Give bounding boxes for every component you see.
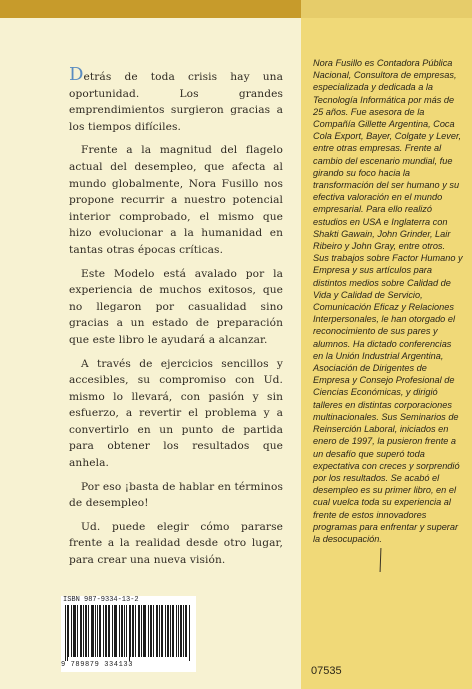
- barcode-bar: [112, 605, 113, 657]
- barcode-bar: [185, 605, 186, 657]
- barcode-bar: [116, 605, 117, 657]
- barcode-bar: [144, 605, 145, 657]
- barcode-bar: [172, 605, 173, 657]
- synopsis-paragraph: Por eso ¡basta de hablar en términos de desempleo!: [69, 480, 283, 510]
- barcode-bar: [91, 605, 92, 657]
- barcode-bar: [141, 605, 142, 657]
- barcode-bar: [106, 605, 107, 657]
- barcode-bar: [80, 605, 81, 657]
- top-color-band-right: [301, 0, 472, 18]
- barcode-bar: [130, 605, 131, 657]
- barcode-bar: [77, 605, 78, 657]
- barcode-bar: [153, 605, 154, 657]
- author-bio: [313, 57, 463, 545]
- barcode-bar: [85, 605, 86, 657]
- barcode-bar: [151, 605, 152, 657]
- barcode-bar: [189, 605, 190, 661]
- barcode-bar: [108, 605, 109, 657]
- barcode-bar: [81, 605, 82, 657]
- barcode-bar: [138, 605, 139, 657]
- barcode-bar: [186, 605, 187, 657]
- barcode-bar: [139, 605, 140, 657]
- barcode-bar: [156, 605, 157, 657]
- barcode-bar: [167, 605, 168, 657]
- synopsis-paragraph: A través de ejercicios sencillos y accesibles, su compromiso con Ud. mismo lo llevará, con pasión y sin esfuerzo, a revertir el problema y a convertirlo en un punto de partida para obtener los resultados que anhela.: [69, 357, 283, 470]
- barcode-bar: [100, 605, 101, 657]
- barcode-bar: [109, 605, 110, 657]
- barcode-bar: [150, 605, 151, 657]
- barcode-bar: [97, 605, 98, 657]
- barcode-bar: [178, 605, 179, 657]
- barcode-bar: [148, 605, 149, 657]
- synopsis-paragraph: Este Modelo está avalado por la experiencia de muchos exitosos, que no llegaron por casualidad sino gracias a un estado de preparación que este libro le ayudará a alcanzar.: [69, 267, 283, 346]
- barcode-bar: [133, 605, 134, 657]
- barcode-bar: [181, 605, 182, 657]
- barcode-bar: [95, 605, 96, 657]
- barcode-bar: [180, 605, 181, 657]
- synopsis-text: [69, 66, 283, 576]
- barcode-bar: [173, 605, 174, 657]
- barcode-bar: [71, 605, 72, 657]
- barcode-bar: [88, 605, 89, 657]
- barcode-bar: [168, 605, 169, 657]
- barcode-bar: [114, 605, 115, 657]
- barcode-bar: [165, 605, 166, 657]
- barcode-bar: [170, 605, 171, 657]
- barcode-bar: [129, 605, 130, 661]
- synopsis-paragraph: Detrás de toda crisis hay una oportunidad. Los grandes emprendimientos surgieron gracias a los tiempos difíciles.: [69, 64, 283, 133]
- barcode-bar: [83, 605, 84, 657]
- barcode-bar: [143, 605, 144, 657]
- barcode-bar: [132, 605, 133, 657]
- barcode-bar: [75, 605, 76, 657]
- barcode-bar: [67, 605, 68, 661]
- barcode-bar: [122, 605, 123, 657]
- barcode-bar: [115, 605, 116, 657]
- barcode-bar: [135, 605, 136, 657]
- barcode-bar: [126, 605, 127, 657]
- barcode-bar: [157, 605, 158, 657]
- isbn-label: ISBN 987-9334-13-2: [63, 596, 139, 604]
- barcode-bar: [93, 605, 94, 657]
- barcode-bar: [161, 605, 162, 657]
- barcode-bar: [103, 605, 104, 657]
- drop-cap: D: [69, 64, 84, 85]
- barcode-bar: [99, 605, 100, 657]
- barcode-bar: [145, 605, 146, 657]
- barcode-bar: [68, 605, 69, 657]
- barcode-bar: [86, 605, 87, 657]
- barcode-bar: [124, 605, 125, 657]
- barcode-bar: [162, 605, 163, 657]
- barcode-bar: [176, 605, 177, 657]
- barcode-digits: 9 789879 334133: [61, 661, 134, 669]
- top-color-band: [0, 0, 301, 18]
- synopsis-paragraph: Ud. puede elegir cómo pararse frente a la realidad desde otro lugar, para crear una nueva visión.: [69, 520, 283, 567]
- barcode-bar: [105, 605, 106, 657]
- barcode-bars: [65, 605, 191, 661]
- synopsis-paragraph: Frente a la magnitud del flagelo actual del desempleo, que afecta al mundo globalmente, Nora Fusillo nos propone recurrir a nuestro potencial interior comprobado, el mismo que hizo evolucionar a la humanidad en tantas otras épocas críticas.: [69, 144, 283, 256]
- barcode-bar: [92, 605, 93, 657]
- barcode-bar: [65, 605, 66, 661]
- barcode-bar: [74, 605, 75, 657]
- barcode-bar: [183, 605, 184, 657]
- barcode-bar: [159, 605, 160, 657]
- catalog-code: 07535: [311, 665, 342, 677]
- barcode-bar: [73, 605, 74, 657]
- author-bio-text: Nora Fusillo es Contadora Pública Nacional, Consultora de empresas, especializada y dedicada a la Tecnología Informática por más de 25 años. Fue asesora de la Compañía Gillette Argentina, Coca Cola Export, Bayer, Colgate y Lever, entre otras empresas. Frente al cambio del escenario mundial, fue girando su foco hacia la transformación del ser humano y su efectiva valoración en el mundo empresarial. Para ello realizó estudios en USA e Inglaterra con Shakti Gawain, John Grinder, Lair Ribeiro y John Gray, entre otros. Sus trabajos sobre Factor Humano y Empresa y sus artículos para distintos medios sobre Calidad de Vida y Calidad de Servicio, Comunicación Eficaz y Relaciones Interpersonales, le han otorgado el reconocimiento de sus pares y alumnos. Ha dictado conferencias en la Unión Industrial Argentina, Asociación de Dirigentes de Empresa y Consejo Profesional de Ciencias Económicas, y dirigió talleres en distintas corporaciones multinacionales. Sus Seminarios de Reinserción Laboral, iniciados en enero de 1997, la pusieron frente a un desafío que superó toda expectativa con creces y sorprendió por los resultados. Se acabó el desempleo es su primer libro, en el cual vuelca toda su experiencia al frente de estos innovadores programas para enfrentar y superar la desocupación.: [313, 58, 463, 544]
- barcode-bar: [119, 605, 120, 657]
- barcode: [61, 596, 196, 672]
- barcode-bar: [121, 605, 122, 657]
